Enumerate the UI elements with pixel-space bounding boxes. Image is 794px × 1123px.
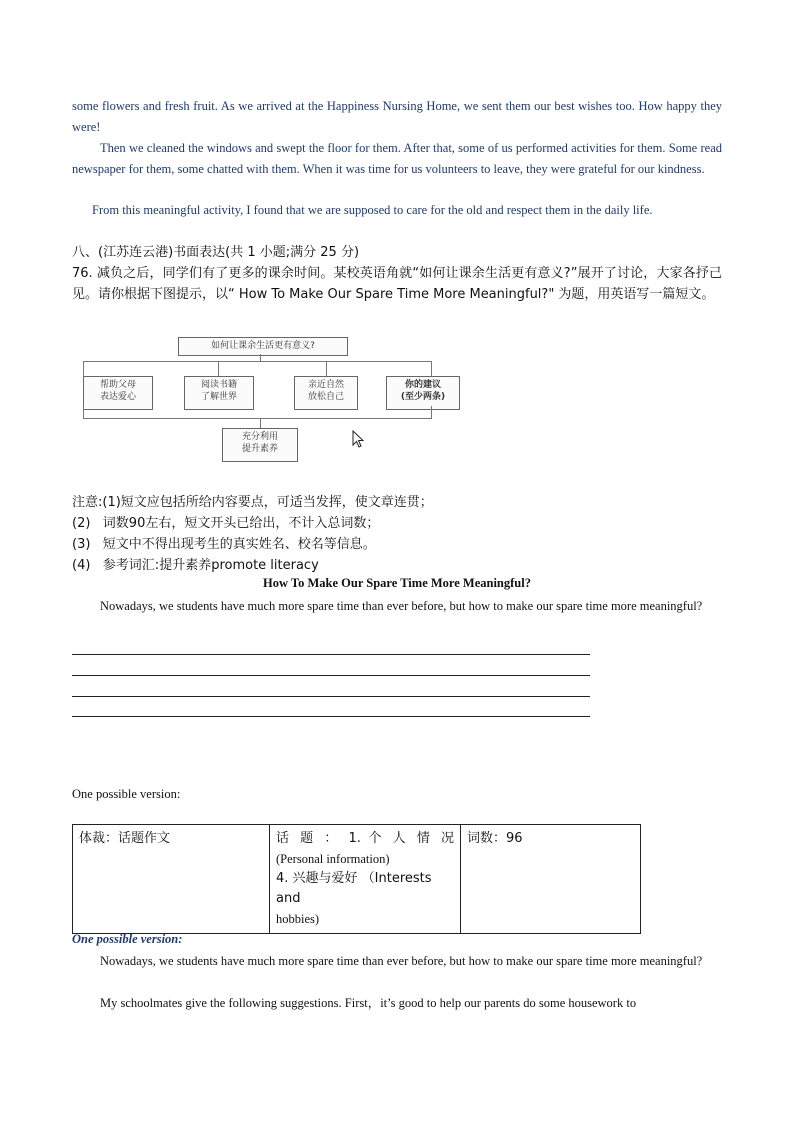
possible-version-label: One possible version: xyxy=(72,787,181,801)
note-1: 注意:(1)短文应包括所给内容要点，可适当发挥，使文章连贯； xyxy=(72,495,433,510)
note-3: (3) 短文中不得出现考生的真实姓名、校名等信息。 xyxy=(72,537,376,552)
story-paragraph-2: Then we cleaned the windows and swept the floor for them. After that, some of us performed activities for them. Some read newspaper for them, some chatted with them. When it was time for us volunteers to leave, they were grateful for our kindness. xyxy=(72,141,722,176)
diagram-bottom-box xyxy=(222,428,298,462)
diagram-connector xyxy=(83,361,432,362)
diagram-box-help-parents xyxy=(83,376,153,410)
word-count-cell: 词数：96 xyxy=(461,825,641,934)
note-4: (4) 参考词汇:提升素养promote literacy xyxy=(72,558,319,573)
diagram-box-line: 提升素养 xyxy=(241,444,278,454)
diagram-box-your-suggestion xyxy=(386,376,460,410)
diagram-box-line: 表达爱心 xyxy=(99,392,136,402)
question-text: 76. 减负之后，同学们有了更多的课余时间。某校英语角就“如何让课余生活更有意义?”展开了讨论，大家各抒己见。请你根据下图提示，以“ How To Make Our Spare Time More Meaningful?" 为题，用英语写一篇短文。 xyxy=(72,266,722,302)
diagram-connector xyxy=(431,361,432,376)
essay-title: How To Make Our Spare Time More Meaningful? xyxy=(263,576,531,590)
diagram-box-line: (至少两条) xyxy=(400,392,446,402)
diagram-connector xyxy=(260,354,261,362)
writing-line[interactable] xyxy=(72,716,590,717)
essay-info-table xyxy=(72,824,641,934)
diagram-connector xyxy=(431,406,432,418)
mouse-cursor-icon xyxy=(352,430,364,448)
diagram-top-box: 如何让课余生活更有意义? xyxy=(178,337,348,356)
diagram-box-line: 阅读书籍 xyxy=(200,380,237,390)
diagram-connector xyxy=(83,406,84,418)
diagram-box-line: 放松自己 xyxy=(307,392,344,402)
story-paragraph-3: From this meaningful activity, I found that we are supposed to care for the old and respect them in the daily life. xyxy=(92,203,653,217)
diagram-box-line: 帮助父母 xyxy=(99,380,136,390)
diagram-connector xyxy=(218,361,219,376)
diagram-connector xyxy=(83,418,432,419)
diagram-connector xyxy=(326,361,327,376)
note-2: (2) 词数90左右，短文开头已给出，不计入总词数； xyxy=(72,516,380,531)
diagram-connector xyxy=(83,361,84,376)
answer-label: One possible version: xyxy=(72,932,183,946)
diagram-box-line: 了解世界 xyxy=(200,392,237,402)
answer-paragraph-2: My schoolmates give the following suggestions. First，it’s good to help our parents do some housework to xyxy=(100,996,637,1010)
topic-cell xyxy=(270,825,461,934)
diagram-box-line: 你的建议 xyxy=(404,380,441,390)
writing-line[interactable] xyxy=(72,654,590,655)
topic-line: hobbies) xyxy=(276,912,320,926)
story-paragraph-1: some flowers and fresh fruit. As we arrived at the Happiness Nursing Home, we sent them our best wishes too. How happy they were! xyxy=(72,99,722,134)
topic-line: 话 题 ： 1. 个 人 情 况 xyxy=(276,831,454,846)
answer-paragraph-1: Nowadays, we students have much more spare time than ever before, but how to make our spare time more meaningful? xyxy=(100,954,703,968)
diagram-box-nature xyxy=(294,376,358,410)
writing-line[interactable] xyxy=(72,696,590,697)
topic-line: (Personal information) xyxy=(276,852,390,866)
essay-opening: Nowadays, we students have much more spare time than ever before, but how to make our spare time more meaningful? xyxy=(100,599,703,613)
section-header: 八、(江苏连云港)书面表达(共 1 小题;满分 25 分) xyxy=(72,245,360,260)
genre-cell: 体裁：话题作文 xyxy=(73,825,270,934)
diagram-box-line: 亲近自然 xyxy=(307,380,344,390)
diagram-box-read-books xyxy=(184,376,254,410)
diagram-connector xyxy=(260,418,261,428)
diagram-box-line: 充分利用 xyxy=(241,432,278,442)
topic-line: 4. 兴趣与爱好 （Interests and xyxy=(276,871,432,906)
writing-line[interactable] xyxy=(72,675,590,676)
